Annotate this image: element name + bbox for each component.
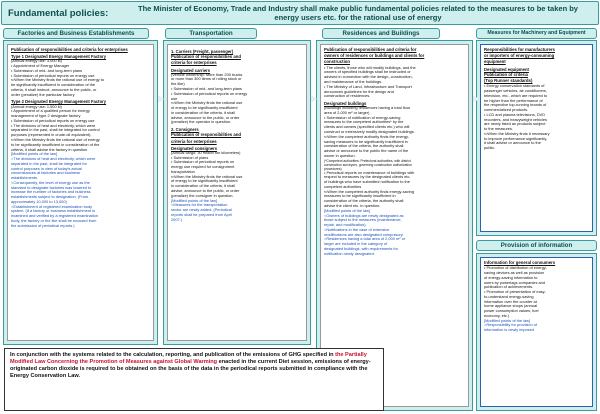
- transportation-text-line: in consideration of the criteria, it shall: [171, 183, 236, 189]
- factories-text-line: [Modified points of the law]: [11, 151, 58, 157]
- residences-text-line: saving measures to be significantly insufficient in: [324, 138, 408, 144]
- factories-text-line: circumstances at factories and business: [11, 170, 80, 176]
- arrow-right-icon: [158, 95, 164, 103]
- transportation-text-line: criteria for enterprises: [171, 60, 217, 66]
- factories-text-line: ⇐When the Ministry finds the rational use of energy to: [11, 77, 105, 83]
- residences-text-line: (Buildings including residences having a total floor: [324, 105, 411, 111]
- information-text-line: saving devices as well as provision: [484, 270, 545, 275]
- factories-text-line: criteria, it shall instruct, announce to the public, or: [11, 86, 97, 92]
- transportation-text-line: in consideration of the criteria, it shall: [171, 109, 236, 115]
- factories-text-line: ○Consequently, the level of energy use as the: [11, 179, 90, 185]
- residences-text-line: Designated buildings: [324, 101, 367, 107]
- factories-text-line: increase the number of factories and business: [11, 189, 91, 195]
- transportation-text-line: reports shall be prepared from April: [171, 211, 232, 217]
- factories-text-line: Publication of responsibilities and criteria for enterprises: [11, 47, 128, 52]
- transportation-text-line: 1. Carriers (Freight, passenger): [171, 49, 234, 54]
- factories-text-line: establishments.: [11, 175, 39, 181]
- factories-text-line: • Appointment of Energy Manager: [11, 63, 70, 69]
- residences-text-line: repair, and modification).: [324, 222, 367, 228]
- transportation-text-line: ⇐When the Ministry finds the rational use: [171, 100, 243, 106]
- transportation-text-line: ○Measures for the transportation: [171, 202, 228, 208]
- information-text-line: [Modified points of the law]: [484, 317, 531, 323]
- residences-text-line: larger are included in the category of: [324, 241, 388, 247]
- transportation-text-line: transportation: [171, 168, 195, 174]
- machinery-text-line: • LCD and plasma televisions, DVD: [484, 111, 546, 117]
- factories-text-line: • Appointment of a qualified person for energy: [11, 108, 90, 114]
- factories-content: [7, 44, 154, 341]
- residences-text-line: ○Notifications in the case of extensive: [324, 226, 390, 232]
- residences-text-line: (*Competent authorities: Prefectural authorities, with district: [324, 158, 411, 163]
- machinery-header: Measures for Machinery and Equipment: [476, 28, 597, 39]
- machinery-text-line: the respective top-running brands of: [484, 102, 547, 108]
- machinery-content: [480, 44, 593, 232]
- arrow-right-icon: [311, 95, 317, 103]
- note-part-1: In conjunction with the systems related to the calculation, reporting, and publication of the emissions of GHG specified in: [10, 352, 336, 358]
- machinery-text-line: • Energy conservation standards of: [484, 83, 545, 89]
- residences-text-line: advised in connection with the design, construction,: [324, 74, 413, 80]
- factories-text-line: separated in the past, shall be integrated for: [11, 160, 87, 166]
- machinery-text-line: Publication of criteria: [484, 71, 528, 77]
- machinery-text-line: television, etc., which are required to: [484, 92, 548, 98]
- factories-text-line: ○Establishment of registered examination body: [11, 203, 93, 209]
- factories-text-line: standard to designate factories was lowered to: [11, 184, 92, 190]
- information-text-line: users by powerlags companies and: [484, 279, 545, 285]
- factories-text-line: Type 1 Designated Energy Management Factory: [11, 54, 107, 60]
- factories-text-line: control purposes in view of today's actual: [11, 165, 82, 171]
- residences-text-line: construction of residences.: [324, 93, 371, 99]
- residences-text-line: • Submission of notification of energy-saving: [324, 114, 401, 120]
- factories-text-line: ⇐When the Ministry finds the rational use of energy: [11, 136, 100, 142]
- factories-text-line: purposes (represented in crude-oil equivalent).: [11, 132, 92, 138]
- machinery-text-line: to improve performance significantly,: [484, 135, 548, 141]
- residences-text-line: ⇐When the competent authority finds energy-saving: [324, 188, 414, 194]
- factories-text-line: order (penalize) the particular factory: [11, 91, 75, 97]
- factories-text-line: approximately 10,000 to 13,000): [11, 198, 67, 204]
- factories-text-line: • Submission of mid- and long-term plans: [11, 67, 82, 73]
- machinery-text-line: to the measures.: [484, 126, 513, 132]
- residences-text-line: respect to measures by the designated clients etc.: [324, 174, 411, 180]
- transportation-content: [167, 44, 307, 341]
- transportation-text-line: Designated carriers: [171, 67, 211, 73]
- residences-text-line: area of 2,000 m² or larger): [324, 109, 370, 115]
- machinery-text-line: or importers of energy-consuming: [484, 53, 555, 59]
- factories-text-line: (Annual energy use: 3,000 kl): [11, 58, 62, 64]
- residences-text-line: • The Ministry of Land, Infrastructure and Transport: [324, 83, 412, 89]
- machinery-text-line: (Top Runner standards): [484, 78, 533, 84]
- transportation-text-line: energy use required for consignment: [171, 164, 235, 170]
- transportation-text-line: • Submission of periodical reports on: [171, 159, 235, 165]
- transportation-text-line: advise, announce to the public, or order: [171, 114, 240, 120]
- residences-text-line: of buildings who have submitted notification to the: [324, 179, 410, 185]
- information-text-line: publication of achievements.: [484, 284, 534, 290]
- transportation-text-line: • Submission of periodical reports on energy: [171, 90, 248, 96]
- factories-text-line: to be significantly insufficient in consideration of the: [11, 141, 100, 147]
- factories-text-line: ○The divisions of heat and electricity, which were: [11, 156, 96, 162]
- transportation-text-line: or more than 300 items of rolling stock or: [171, 76, 242, 82]
- machinery-panel: [476, 40, 597, 236]
- machinery-text-line: be higher than the performance of: [484, 97, 543, 103]
- information-text-line: information over the counter at: [484, 298, 537, 304]
- transportation-text-line: criteria for enterprises: [171, 138, 217, 144]
- transportation-text-line: Designated consigners: [171, 145, 218, 151]
- factories-text-line: establishments subject to designation. (From: [11, 194, 89, 200]
- machinery-text-line: are newly listed as products subject: [484, 121, 546, 127]
- transportation-text-line: sector are newly added. (Periodical: [171, 207, 232, 213]
- transportation-text-line: (penalize) the consigner in question.: [171, 192, 234, 198]
- machinery-text-line: Responsibilities for manufacturers: [484, 47, 555, 52]
- residences-text-line: construction surveyors, governing construction authorization: [324, 162, 412, 167]
- residences-text-line: measures to be significantly insufficient in: [324, 193, 396, 199]
- information-text-line: power consumption values, fuel: [484, 308, 539, 314]
- residences-text-line: consideration of the criteria, the authority shall: [324, 143, 404, 149]
- residences-text-line: consideration of the criteria, the authority shall: [324, 198, 404, 204]
- transportation-text-line: of energy to be significantly insufficient: [171, 178, 238, 184]
- information-content: [480, 257, 593, 407]
- machinery-text-line: Designated equipment: [484, 66, 529, 72]
- machinery-text-line: recorders, and heavyweight vehicles: [484, 116, 547, 122]
- factories-text-line: system. (If a factory or business establishment is: [11, 208, 95, 214]
- residences-text-line: construction: [324, 59, 351, 65]
- residences-text-line: clients and owners (specified clients etc.) who will: [324, 124, 410, 130]
- residences-text-line: modifications are also designated compulsory.: [324, 231, 404, 237]
- information-text-line: Information for general consumers: [484, 260, 556, 265]
- factories-text-line: (Annual energy use: 1,500 kl): [11, 103, 62, 109]
- ghg-emissions-note: [4, 348, 384, 411]
- information-text-line: • Promotion of distribution of energy-: [484, 265, 547, 271]
- factories-panel: [3, 40, 158, 345]
- residences-text-line: construct or extensively modify designated buildings.: [324, 129, 415, 135]
- factories-text-line: • Submission of periodical reports on energy use: [11, 72, 95, 78]
- machinery-text-line: equipment: [484, 59, 506, 65]
- arrow-right-icon: [473, 95, 479, 103]
- transportation-text-line: (penalize) the operator in question.: [171, 119, 232, 125]
- transportation-text-line: (Vehicle ownership: More than 200 trucks: [171, 71, 243, 77]
- information-text-line: information is newly imposed: [484, 327, 534, 333]
- factories-text-line: be significantly insufficient in consideration of the: [11, 82, 96, 88]
- residences-text-line: Publication of responsibilities and criteria for: [324, 47, 417, 52]
- residences-header: Residences and Buildings: [322, 28, 440, 39]
- factories-header: Factories and Business Establishments: [3, 28, 149, 39]
- machinery-text-line: public.: [484, 145, 496, 151]
- residences-text-line: procedures): [324, 166, 342, 171]
- factories-text-line: body, the factory or the like shall be excused from: [11, 217, 97, 223]
- transportation-text-line: (Annual cargo: 30 million ton kilometers): [171, 149, 241, 155]
- factories-text-line: • Submission of periodical reports on energy use: [11, 117, 95, 123]
- residences-text-line: competent authorities: [324, 183, 362, 189]
- residences-text-line: [Modified points of the law]: [324, 207, 371, 213]
- information-text-line: economy, etc.): [484, 312, 510, 318]
- transportation-header: Transportation: [165, 28, 257, 39]
- factories-text-line: management of type 2 designate factory: [11, 113, 81, 119]
- transportation-text-line: ⇐When the Ministry finds the rational use: [171, 173, 243, 179]
- transportation-text-line: the like): [171, 81, 185, 87]
- information-text-line: ○Responsibility for provision of: [484, 322, 537, 328]
- transportation-text-line: [Modified points of the law]: [171, 197, 218, 203]
- transportation-text-line: Publication of responsibilities and: [171, 54, 241, 60]
- banner-text: The Minister of Economy, Trade and Industry shall make public fundamental policies related to the measures to be taken by energy users etc. for the rational use of energy: [138, 4, 578, 23]
- residences-text-line: designated buildings, with requirements for: [324, 245, 398, 251]
- residences-text-line: measures to the competent authorities* by the: [324, 119, 404, 125]
- information-header: Provision of information: [476, 240, 597, 251]
- residences-text-line: • Periodical reports on maintenance of buildings with: [324, 169, 415, 175]
- information-text-line: to-understand energy-saving: [484, 293, 534, 299]
- machinery-text-line: it shall advise or announce to the: [484, 140, 541, 146]
- residences-text-line: ○Owners of buildings are newly designated as: [324, 212, 404, 218]
- transportation-text-line: • Submission of mid- and long-term plans: [171, 86, 242, 92]
- transportation-text-line: use: [171, 95, 178, 101]
- factories-text-line: the submission of periodical reports.): [11, 222, 75, 228]
- transportation-text-line: 2007.): [171, 216, 183, 222]
- machinery-text-line: ⇐When the Ministry finds it necessary: [484, 130, 550, 136]
- residences-text-line: advise the client etc. in question.: [324, 203, 381, 209]
- transportation-text-line: 2. Consigners: [171, 127, 199, 133]
- residences-text-line: advise or announce to the public the name of the: [324, 148, 409, 154]
- factories-text-line: Type 2 Designated Energy Management Factory: [11, 99, 107, 105]
- information-text-line: • Promotion of presentation of easy-: [484, 289, 546, 295]
- residences-text-line: owner in question.: [324, 152, 356, 158]
- information-text-line: of energy-saving information to: [484, 274, 538, 280]
- factories-text-line: criteria, it shall advise the factory in question: [11, 146, 88, 152]
- residences-text-line: • The clients, those who will modify buildings, and the: [324, 64, 416, 70]
- residences-text-line: owners of residences or buildings and clients for: [324, 53, 425, 59]
- residences-text-line: owners of specified buildings shall be instructed or: [324, 69, 411, 75]
- transportation-text-line: of energy to be significantly insufficient: [171, 105, 238, 111]
- transportation-text-line: • Submission of plans: [171, 154, 209, 160]
- note-law-name: the Partially Modified Law Concerning the Promotion of Measures against Global Warming: [10, 352, 367, 366]
- information-text-line: home appliance shops (annual: [484, 303, 537, 309]
- residences-text-line: announces guidelines for the design and: [324, 88, 394, 94]
- residences-text-line: and maintenance of the buildings.: [324, 79, 383, 84]
- transportation-text-line: Publication of responsibilities and: [171, 132, 241, 138]
- banner-title: Fundamental policies:: [8, 8, 109, 19]
- fundamental-policies-banner: [1, 1, 599, 25]
- residences-text-line: those subject to the measures (maintenance,: [324, 217, 402, 223]
- machinery-text-line: passenger vehicles, air conditioners,: [484, 88, 547, 94]
- factories-text-line: separated in the past, shall be integrated for control: [11, 127, 100, 133]
- note-part-2: enacted in the current Diet session, emissions of energy-originated carbon dioxide is required to be obtained on the basis of the data in the periodical reports submitted in compliance with the Energy Conservation Law.: [10, 359, 371, 380]
- machinery-text-line: commercialized products.: [484, 107, 529, 113]
- factories-text-line: examined and verified by a registered examination: [11, 213, 98, 219]
- transportation-panel: [163, 40, 311, 345]
- residences-text-line: ⇐When the competent authority finds the energy-: [324, 133, 410, 139]
- transportation-text-line: advise, announce to the public, or order: [171, 187, 240, 193]
- residences-text-line: notification newly designated.: [324, 250, 375, 256]
- information-panel: [476, 253, 597, 411]
- factories-text-line: • The divisions of heat and electricity, which were: [11, 122, 96, 128]
- residences-text-line: ○Residences having a total area of 2,000 m² or: [324, 236, 406, 242]
